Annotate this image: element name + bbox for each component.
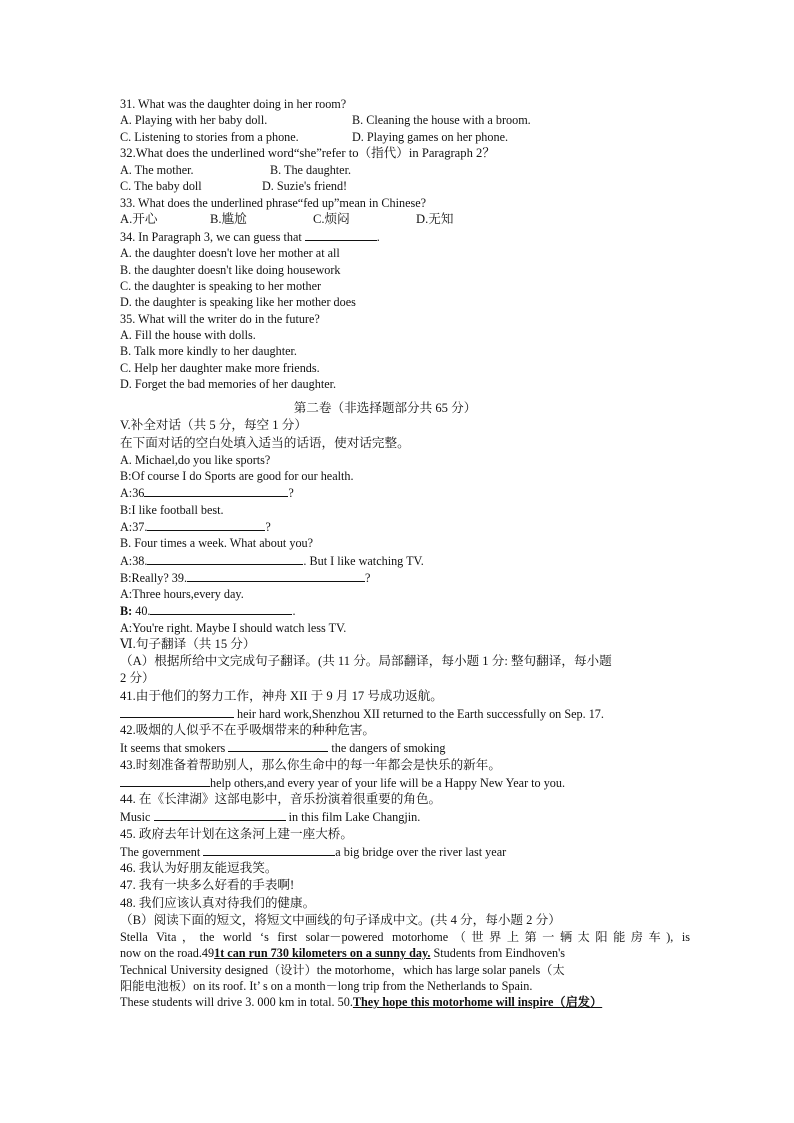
- option-31a: A. Playing with her baby doll.: [120, 113, 268, 128]
- question-43-en: help others,and every year of your life will be a Happy New Year to you.: [120, 774, 690, 791]
- option-34c: C. the daughter is speaking to her mother: [120, 279, 322, 294]
- option-31c: C. Listening to stories from a phone.: [120, 129, 299, 144]
- option-34b: B. the daughter doesn't like doing housework: [120, 262, 341, 277]
- answer-blank-41[interactable]: [120, 705, 234, 718]
- question-32-stem: 32.What does the underlined word“she”refer to（指代）in Paragraph 2？: [120, 145, 495, 160]
- part-2-title: 第二卷（非选择题部分共 65 分）: [293, 401, 477, 416]
- exam-page: [120, 96, 690, 1010]
- underlined-sentence-49: 1t can run 730 kilometers on a sunny day.: [214, 946, 431, 961]
- question-41-cn: 41.由于他们的努力工作，神舟 XII 于 9 月 17 号成功返航。: [120, 688, 443, 703]
- dialogue-line-36: A:36 ?: [120, 486, 294, 501]
- underlined-word: she: [299, 145, 317, 160]
- question-45-en: The government a big bridge over the river last year: [120, 844, 507, 859]
- question-44-cn: 44. 在《长津湖》这部电影中，音乐扮演着很重要的角色。: [120, 792, 442, 807]
- question-31-stem: 31. What was the daughter doing in her room?: [120, 97, 347, 111]
- question-41-en: heir hard work,Shenzhou XII returned to the Earth successfully on Sep. 17.: [120, 705, 690, 722]
- option-35b: B. Talk more kindly to her daughter.: [120, 344, 297, 359]
- translation-b-heading: （B）阅读下面的短文，将短文中画线的句子译成中文。(共 4 分，每小题 2 分）: [120, 912, 561, 927]
- question-45-cn: 45. 政府去年计划在这条河上建一座大桥。: [120, 826, 353, 841]
- translation-heading: Ⅵ.句子翻译（共 15 分）: [120, 637, 256, 652]
- option-33c: C.烦闷: [313, 211, 350, 226]
- question-35-stem: 35. What will the writer do in the future?: [120, 311, 320, 326]
- question-32-row-2: [120, 178, 690, 194]
- option-34d: D. the daughter is speaking like her mother does: [120, 295, 356, 310]
- answer-blank-44[interactable]: [154, 808, 286, 821]
- option-31b: B. Cleaning the house with a broom.: [352, 113, 531, 128]
- option-33b: B.尴尬: [210, 211, 247, 226]
- option-35d: D. Forget the bad memories of her daughter.: [120, 376, 337, 391]
- answer-blank[interactable]: [305, 228, 377, 241]
- question-48-cn: 48. 我们应该认真对待我们的健康。: [120, 895, 316, 910]
- answer-blank-36[interactable]: [144, 484, 288, 497]
- option-33a: A.开心: [120, 211, 158, 226]
- option-32b: B. The daughter.: [270, 163, 352, 178]
- option-32d: D. Suzie's friend!: [262, 179, 348, 194]
- passage-line: 阳能电池板）on its roof. It’ s on a month－long trip from the Netherlands to Spain.: [120, 978, 533, 993]
- dialogue-line-40: B: 40. .: [120, 604, 296, 619]
- answer-blank-43[interactable]: [120, 774, 210, 787]
- dialogue-line-38: A:38. . But I like watching TV.: [120, 553, 424, 568]
- dialogue-line-37: A:37. ?: [120, 519, 271, 534]
- dialogue-line: B:Of course I do Sports are good for our health.: [120, 469, 354, 484]
- answer-blank-39[interactable]: [187, 569, 365, 582]
- question-47-cn: 47. 我有一块多么好看的手表啊!: [120, 878, 295, 893]
- question-43-cn: 43.时刻准备着帮助别人，那么你生命中的每一年都会是快乐的新年。: [120, 757, 501, 772]
- answer-blank-38[interactable]: [147, 552, 303, 565]
- question-33-stem: 33. What does the underlined phrase“fed up”mean in Chinese?: [120, 195, 427, 210]
- question-42-en: It seems that smokers the dangers of smoking: [120, 741, 446, 756]
- option-35c: C. Help her daughter make more friends.: [120, 360, 320, 375]
- dialogue-line-39: B:Really? 39. ?: [120, 570, 371, 585]
- question-46-cn: 46. 我认为好朋友能逗我笑。: [120, 861, 278, 876]
- option-34a: A. the daughter doesn't love her mother at all: [120, 246, 340, 261]
- underlined-sentence-50: They hope this motorhome will inspire（启发）: [352, 995, 603, 1010]
- passage-line: Technical University designed（设计）the motorhome，which has large solar panels（太: [120, 962, 565, 977]
- question-33-options: [120, 211, 690, 228]
- translation-a-heading: （A）根据所给中文完成句子翻译。(共 11 分。局部翻译，每小题 1 分: 整句翻译，每小题: [120, 654, 612, 669]
- option-35a: A. Fill the house with dolls.: [120, 327, 256, 342]
- passage-line: now on the road.491t can run 730 kilometers on a sunny day. Students from Eindhoven's: [120, 946, 566, 961]
- dialogue-line: B. Four times a week. What about you?: [120, 536, 314, 551]
- translation-a-heading-cont: 2 分）: [120, 671, 155, 686]
- dialogue-line: B:I like football best.: [120, 502, 224, 517]
- passage-line: Stella Vita，the world ‘s first solar－powered motorhome（世界上第一辆太阳能房车), is: [120, 929, 690, 944]
- passage-line: These students will drive 3. 000 km in total. 50.They hope this motorhome will inspire（启发）: [120, 995, 603, 1010]
- answer-blank-37[interactable]: [147, 518, 265, 531]
- question-32-row-1: [120, 162, 690, 178]
- dialogue-line: A. Michael,do you like sports?: [120, 452, 271, 467]
- option-33d: D.无知: [416, 211, 454, 226]
- underlined-phrase: fed up: [303, 195, 335, 210]
- dialogue-line: A:Three hours,every day.: [120, 587, 244, 602]
- option-31d: D. Playing games on her phone.: [352, 129, 509, 144]
- question-31-row-2: [120, 129, 690, 145]
- option-32c: C. The baby doll: [120, 179, 202, 194]
- option-32a: A. The mother.: [120, 163, 194, 178]
- answer-blank-45[interactable]: [203, 843, 335, 856]
- question-44-en: Music in this film Lake Changjin.: [120, 810, 421, 825]
- question-31-row-1: [120, 112, 690, 128]
- dialogue-line: A:You're right. Maybe I should watch less TV.: [120, 620, 347, 635]
- answer-blank-42[interactable]: [228, 739, 328, 752]
- question-34-stem: 34. In Paragraph 3, we can guess that .: [120, 230, 380, 245]
- dialogue-heading: V.补全对话（共 5 分，每空 1 分）: [120, 418, 307, 433]
- answer-blank-40[interactable]: [150, 602, 292, 615]
- dialogue-instruction: 在下面对话的空白处填入适当的话语，使对话完整。: [120, 435, 410, 450]
- question-42-cn: 42.吸烟的人似乎不在乎吸烟带来的种种危害。: [120, 723, 376, 738]
